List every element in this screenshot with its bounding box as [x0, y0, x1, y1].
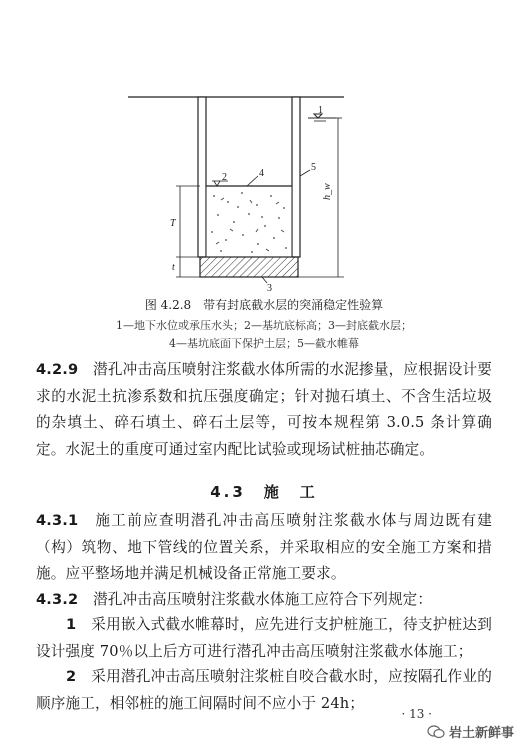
label-T: T [170, 218, 176, 229]
curtain-wall-right [292, 97, 300, 257]
watermark [427, 722, 514, 741]
label-4: 4 [259, 168, 264, 179]
label-3: 3 [267, 283, 272, 294]
section-heading [0, 481, 528, 502]
label-2: 2 [222, 172, 227, 183]
item-text: 采用嵌入式截水帷幕时，应先进行支护桩施工，待支护桩达到设计强度 70％以上后方可进行潜孔冲击高压喷射注浆截水体施工； [36, 616, 492, 660]
clause-4-2-9 [36, 357, 492, 463]
page-number: · 13 · [401, 707, 432, 721]
clause-4-3-1 [36, 508, 492, 588]
item-number: 2 [66, 668, 77, 685]
bottom-sealing-layer [200, 257, 298, 277]
clause-4-3-2 [36, 587, 492, 614]
figure-legend-line2: 4—基坑底面下保护土层；5—截水帷幕 [169, 337, 359, 350]
excavation-diagram [0, 0, 528, 300]
figure-caption: 图 4.2.8 带有封底截水层的突涌稳定性验算 [144, 298, 384, 312]
item-text: 采用潜孔冲击高压喷射注浆桩自咬合截水时，应按隔孔作业的顺序施工，相邻桩的施工间隔时间不应小于 24h； [36, 668, 492, 712]
figure-legend-line1: 1—地下水位或承压水头；2—基坑底标高；3—封底截水层； [116, 319, 412, 332]
item-number: 1 [66, 616, 77, 633]
section-number: 4.3 [210, 483, 246, 501]
protected-soil-layer [206, 186, 292, 257]
chat-bubble-icon [427, 725, 445, 739]
label-hw: h_w [322, 183, 333, 200]
clause-number: 4.3.1 [36, 512, 79, 529]
list-item [36, 612, 492, 665]
watermark-text: 岩土新鲜事 [448, 726, 514, 741]
curtain-wall-left [198, 97, 206, 257]
label-t: t [172, 262, 175, 273]
clause-number: 4.2.9 [36, 361, 79, 378]
clause-text: 潜孔冲击高压喷射注浆截水体施工应符合下列规定： [93, 591, 433, 608]
label-5: 5 [311, 162, 316, 173]
clause-text: 潜孔冲击高压喷射注浆截水体所需的水泥掺量，应根据设计要求的水泥土抗渗系数和抗压强度确定；针对抛石填土、不含生活垃圾的杂填土、碎石填土、碎石土层等，可按本规程第 3.0.5 条计算确定。水泥土的重度可通过室内配比试验或现场试桩抽芯确定。 [36, 361, 492, 458]
label-1: 1 [318, 105, 323, 116]
clause-text: 施工前应查明潜孔冲击高压喷射注浆截水体与周边既有建（构）筑物、地下管线的位置关系，并采取相应的安全施工方案和措施。应平整场地并满足机械设备正常施工要求。 [36, 512, 492, 582]
section-title: 施 工 [263, 483, 318, 501]
clause-number: 4.3.2 [36, 591, 79, 608]
